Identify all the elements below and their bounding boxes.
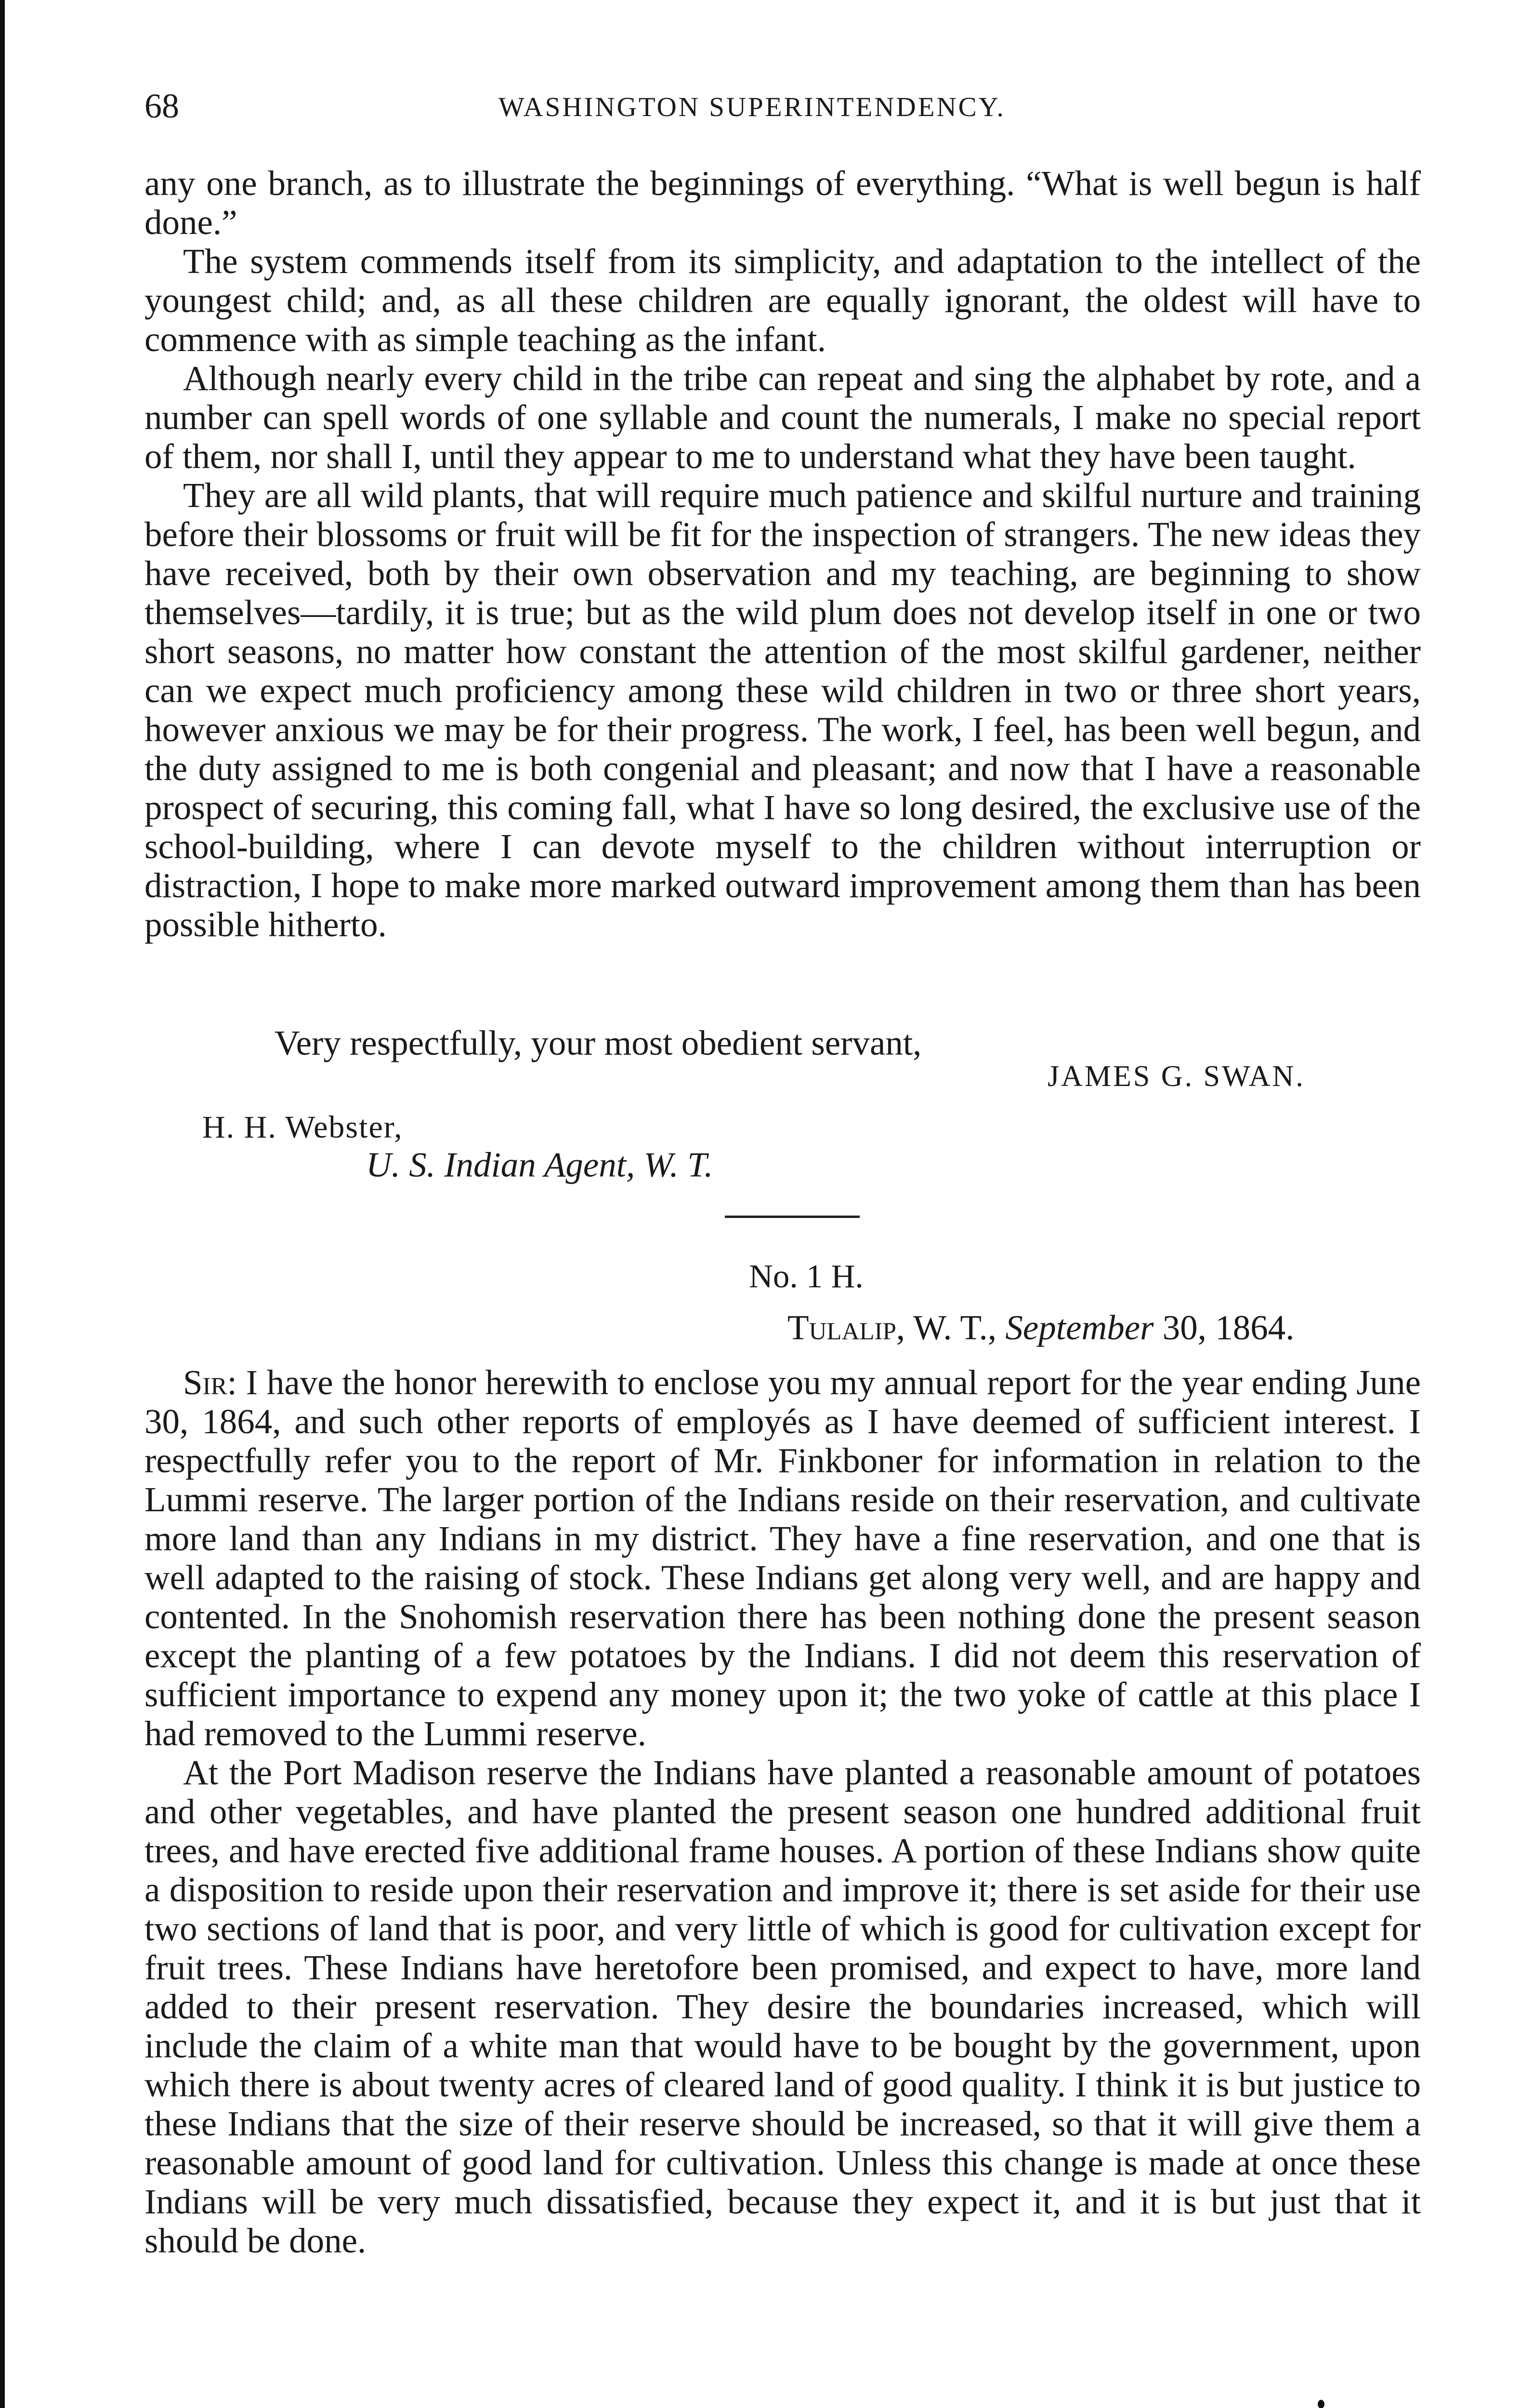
- addressee-name: H. H. Webster,: [202, 1110, 403, 1145]
- salutation: Sir:: [183, 1363, 237, 1402]
- paragraph-continued: any one branch, as to illustrate the beginnings of everything. “What is well begun is half done.”: [144, 164, 1421, 242]
- page-left-scan-edge: [0, 0, 5, 2408]
- dateline: [787, 1308, 1295, 1347]
- paragraph-lummi-snohomish: [144, 1363, 1421, 1753]
- letter-body: [144, 164, 1421, 944]
- letter-closing: Very respectfully, your most obedient servant,: [275, 1023, 922, 1062]
- paragraph-alphabet: Although nearly every child in the tribe can repeat and sing the alphabet by rote, and a number can spell words of one syllable and count the numerals, I make no special report of them, nor shall I, until they appear to me to understand what they have been taught.: [144, 359, 1421, 476]
- report-body: [144, 1363, 1421, 2260]
- dateline-place: Tulalip, W. T.,: [787, 1308, 997, 1347]
- running-head: [144, 84, 1416, 128]
- ink-speck: [1318, 2400, 1324, 2408]
- signature: JAMES G. SWAN.: [1048, 1060, 1305, 1093]
- running-title: WASHINGTON SUPERINTENDENCY.: [498, 92, 1006, 122]
- addressee-title: U. S. Indian Agent, W. T.: [366, 1145, 713, 1184]
- paragraph-lummi-snohomish-text: I have the honor herewith to enclose you my annual report for the year ending June 30, 1864, and such other reports of employés as I have deemed of sufficient interest. I respectfully refer you to the report of Mr. Finkboner for information in relation to the Lummi reserve. The larger portion of the Indians reside on their reservation, and cultivate more land than any Indians in my district. They have a fine reservation, and one that is well adapted to the raising of stock. These Indians get along very well, and are happy and contented. In the Snohomish reservation there has been nothing done the present season except the planting of a few potatoes by the Indians. I did not deem this reservation of sufficient importance to expend any money upon it; the two yoke of cattle at this place I had removed to the Lummi reserve.: [144, 1363, 1421, 1753]
- paragraph-wild-plants: They are all wild plants, that will require much patience and skilful nurture and training before their blossoms or fruit will be fit for the inspection of strangers. The new ideas they have received, both by their own observation and my teaching, are beginning to show themselves—tardily, it is true; but as the wild plum does not develop itself in one or two short seasons, no matter how constant the attention of the most skilful gardener, neither can we expect much proficiency among these wild children in two or three short years, however anxious we may be for their progress. The work, I feel, has been well begun, and the duty assigned to me is both congenial and pleasant; and now that I have a reasonable prospect of securing, this coming fall, what I have so long desired, the exclusive use of the school-building, where I can devote myself to the children without interruption or distraction, I hope to make more marked outward improvement among them than has been possible hitherto.: [144, 476, 1421, 944]
- dateline-date: 30, 1864.: [1162, 1308, 1295, 1347]
- dateline-month: September: [1005, 1308, 1154, 1347]
- paragraph-system: The system commends itself from its simplicity, and adaptation to the intellect of the youngest child; and, as all these children are equally ignorant, the oldest will have to commence with as simple teaching as the infant.: [144, 242, 1421, 359]
- paragraph-port-madison: At the Port Madison reserve the Indians have planted a reasonable amount of potatoes and other vegetables, and have planted the present season one hundred additional fruit trees, and have erected five additional frame houses. A portion of these Indians show quite a disposition to reside upon their reservation and improve it; there is set aside for their use two sections of land that is poor, and very little of which is good for cultivation except for fruit trees. These Indians have heretofore been promised, and expect to have, more land added to their present reservation. They desire the boundaries increased, which will include the claim of a white man that would have to be bought by the government, upon which there is about twenty acres of cleared land of good quality. I think it is but justice to these Indians that the size of their reserve should be increased, so that it will give them a reasonable amount of good land for cultivation. Unless this change is made at once these Indians will be very much dissatisfied, because they expect it, and it is but just that it should be done.: [144, 1753, 1421, 2260]
- page-number: 68: [144, 87, 179, 125]
- document-number: No. 1 H.: [749, 1258, 864, 1295]
- section-separator-rule: [725, 1216, 860, 1218]
